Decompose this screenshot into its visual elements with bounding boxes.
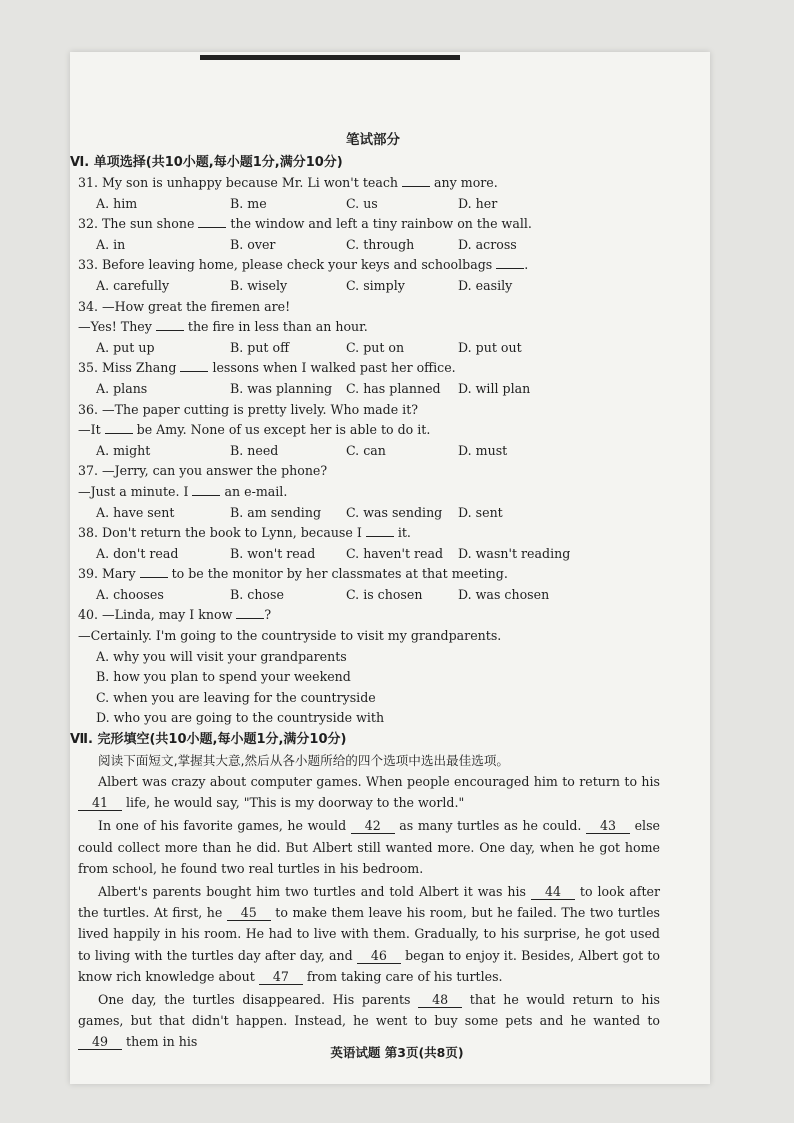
option-b[interactable]: B. am sending [230, 504, 322, 520]
option-c[interactable]: C. when you are leaving for the countryside [96, 689, 376, 705]
question-33: 33. Before leaving home, please check your keys and schoolbags . [78, 257, 529, 273]
cloze-paragraph-1: Albert was crazy about computer games. When people encouraged him to return to his 41 life, he would say, "This is my doorway to the world." [78, 771, 660, 813]
options-32 [78, 235, 668, 256]
option-a[interactable]: A. put up [96, 339, 155, 355]
blank-49: 49 [78, 1035, 122, 1050]
option-c[interactable]: C. is chosen [346, 586, 423, 602]
option-a[interactable]: A. carefully [96, 277, 170, 293]
option-c[interactable]: C. can [346, 442, 386, 458]
question-31: 31. My son is unhappy because Mr. Li won't teach any more. [78, 175, 498, 190]
top-scan-bar [200, 55, 460, 60]
cloze-instruction: 阅读下面短文,掌握其大意,然后从各小题所给的四个选项中选出最佳选项。 [98, 753, 510, 769]
question-34-reply: —Yes! They the fire in less than an hour. [78, 319, 368, 335]
blank-42: 42 [351, 819, 395, 834]
cloze-paragraph-4: One day, the turtles disappeared. His parents 48 that he would return to his games, but that didn't happen. Instead, he went to buy some pets and he wanted to 49 them in his [78, 992, 660, 1050]
blank-43: 43 [586, 819, 630, 834]
part6-heading: Ⅵ. 单项选择(共10小题,每小题1分,满分10分) [70, 155, 343, 170]
option-d[interactable]: D. easily [458, 277, 513, 293]
option-b[interactable]: B. chose [230, 586, 284, 602]
options-35 [78, 379, 668, 400]
option-b[interactable]: B. wisely [230, 277, 288, 293]
option-d[interactable]: D. must [458, 442, 508, 458]
blank-44: 44 [531, 885, 575, 900]
option-a[interactable]: A. in [96, 236, 126, 252]
option-c[interactable]: C. us [346, 195, 378, 211]
exam-content [70, 128, 668, 1055]
option-b[interactable]: B. need [230, 442, 279, 458]
question-38: 38. Don't return the book to Lynn, because I it. [78, 525, 411, 541]
question-36-reply: —It be Amy. None of us except her is able to do it. [78, 422, 431, 438]
options-39 [78, 585, 668, 606]
option-c[interactable]: C. haven't read [346, 545, 444, 561]
blank-48: 48 [418, 993, 462, 1008]
option-a[interactable]: A. have sent [96, 504, 175, 520]
option-a[interactable]: A. chooses [96, 586, 164, 602]
options-36 [78, 441, 668, 462]
option-d[interactable]: D. wasn't reading [458, 545, 571, 561]
option-b[interactable]: B. me [230, 195, 267, 211]
option-b[interactable]: B. over [230, 236, 276, 252]
cloze-paragraph-3: Albert's parents bought him two turtles and told Albert it was his 44 to look after the turtles. At first, he 45 to make them leave his room, but he failed. The two turtles lived happily in his room. He had to live with them. Gradually, to his surprise, he got used to living with the turtles day after day, and 46 began to enjoy it. Besides, Albert got to know rich knowledge about 47 from taking care of his turtles. [78, 884, 661, 984]
option-d[interactable]: D. was chosen [458, 586, 550, 602]
question-40: 40. —Linda, may I know ? [78, 607, 272, 623]
blank-47: 47 [259, 970, 303, 985]
options-33 [78, 276, 668, 297]
option-c[interactable]: C. has planned [346, 380, 441, 396]
option-b[interactable]: B. put off [230, 339, 290, 355]
option-b[interactable]: B. how you plan to spend your weekend [96, 669, 351, 685]
question-37: 37. —Jerry, can you answer the phone? [78, 463, 328, 479]
option-a[interactable]: A. plans [96, 380, 148, 396]
option-a[interactable]: A. don't read [96, 545, 179, 561]
option-d[interactable]: D. put out [458, 339, 522, 355]
option-c[interactable]: C. put on [346, 339, 405, 355]
option-d[interactable]: D. across [458, 236, 517, 252]
option-c[interactable]: C. simply [346, 277, 405, 293]
blank-45: 45 [227, 906, 271, 921]
option-d[interactable]: D. her [458, 195, 498, 211]
question-34: 34. —How great the firemen are! [78, 298, 291, 314]
options-38 [78, 544, 668, 565]
option-b[interactable]: B. won't read [230, 545, 316, 561]
cloze-paragraph-2: In one of his favorite games, he would 42 as many turtles as he could. 43 else could collect more than he did. But Albert still wanted more. One day, when he got home from school, he found two real turtles in his bedroom. [78, 818, 660, 876]
option-a[interactable]: A. might [96, 442, 151, 458]
option-d[interactable]: D. will plan [458, 380, 531, 396]
options-34 [78, 338, 668, 359]
options-37 [78, 503, 668, 524]
section-title: 笔试部分 [346, 132, 400, 148]
question-35: 35. Miss Zhang lessons when I walked past her office. [78, 360, 456, 376]
option-c[interactable]: C. through [346, 236, 415, 252]
question-32: 32. The sun shone the window and left a tiny rainbow on the wall. [78, 216, 532, 232]
option-d[interactable]: D. sent [458, 504, 503, 520]
option-b[interactable]: B. was planning [230, 380, 333, 396]
question-39: 39. Mary to be the monitor by her classmates at that meeting. [78, 566, 508, 582]
question-37-reply: —Just a minute. I an e-mail. [78, 483, 288, 499]
option-d[interactable]: D. who you are going to the countryside with [96, 710, 385, 726]
blank-41: 41 [78, 796, 122, 811]
option-c[interactable]: C. was sending [346, 504, 443, 520]
question-36: 36. —The paper cutting is pretty lively. Who made it? [78, 401, 419, 417]
part7-heading: Ⅶ. 完形填空(共10小题,每小题1分,满分10分) [70, 732, 347, 748]
blank-46: 46 [357, 949, 401, 964]
page-footer: 英语试题 第3页(共8页) [330, 1045, 464, 1060]
option-a[interactable]: A. him [96, 195, 138, 211]
question-40-reply: —Certainly. I'm going to the countryside to visit my grandparents. [78, 628, 502, 644]
options-31 [78, 194, 668, 215]
option-a[interactable]: A. why you will visit your grandparents [96, 648, 347, 664]
